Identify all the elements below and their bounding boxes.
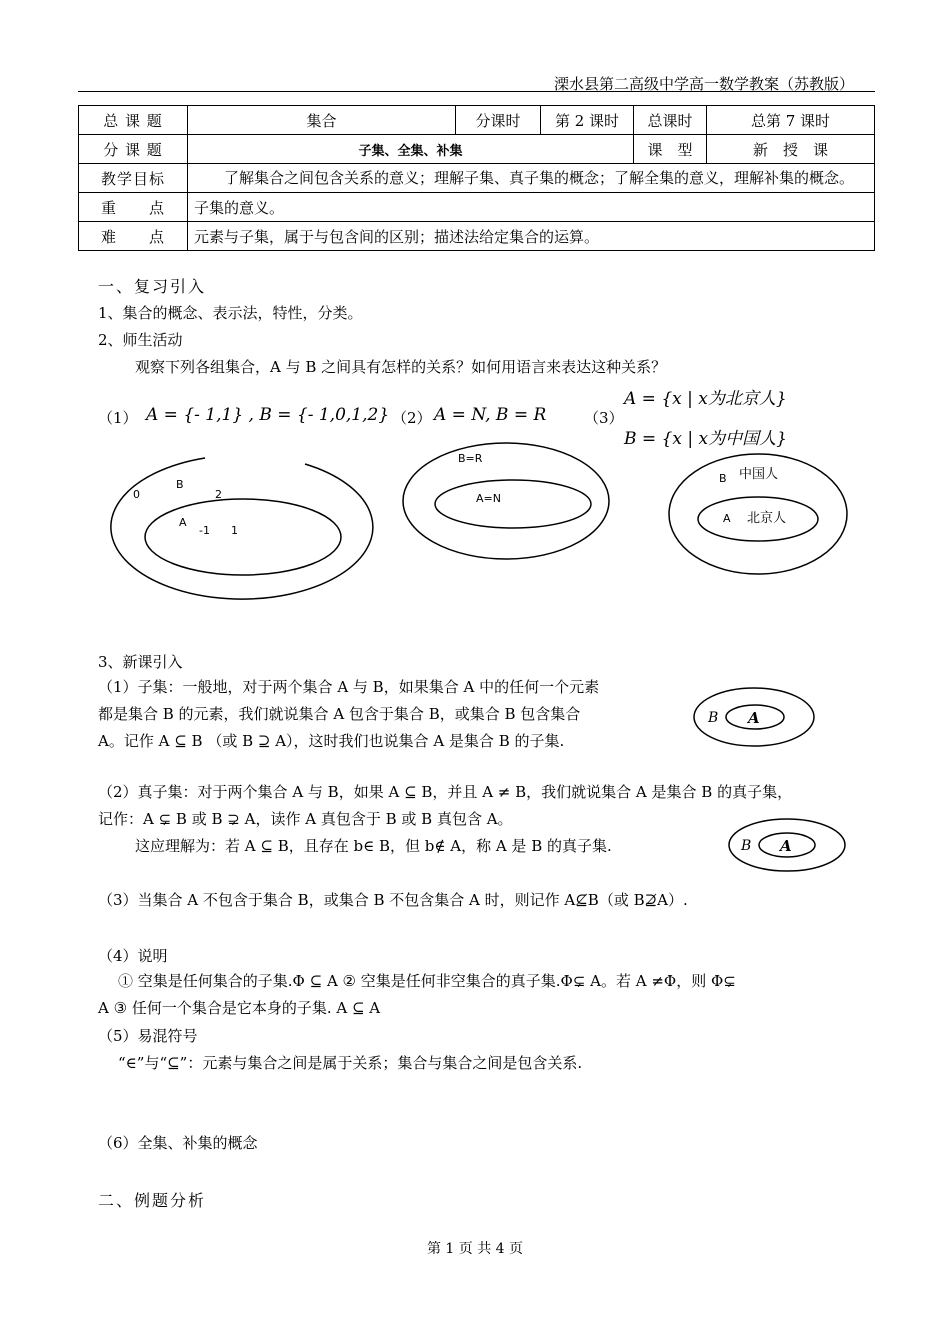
text-line: （5）易混符号	[98, 1027, 198, 1045]
cell-topic: 集合	[188, 106, 456, 135]
cell-label: 分 课 题	[79, 135, 188, 164]
set-label: B	[719, 472, 727, 485]
set-label: A	[748, 709, 760, 727]
set-name: 北京人	[747, 511, 787, 526]
example-label: （1）	[98, 409, 138, 427]
set-label: A=N	[476, 492, 501, 505]
cell-label: 重 点	[79, 193, 188, 222]
text-line: （6）全集、补集的概念	[98, 1134, 258, 1152]
element-label: -1	[199, 524, 210, 537]
example-label: （2）	[392, 409, 432, 427]
subset-def-line: A。记作 A ⊆ B （或 B ⊇ A），这时我们也说集合 A 是集合 B 的子集.	[98, 732, 565, 750]
cell-value: 总第 7 课时	[707, 106, 875, 135]
section-heading: 二、例题分析	[98, 1191, 207, 1210]
cell-label: 教学目标	[79, 164, 188, 193]
venn-diagram-3	[665, 450, 855, 580]
element-label: 1	[231, 524, 238, 537]
text-line: 观察下列各组集合，A 与 B 之间具有怎样的关系？如何用语言来表达这种关系？	[135, 358, 667, 376]
cell-label: 课 型	[634, 135, 707, 164]
set-label: A	[179, 516, 187, 529]
proper-subset-line: 记作：A ⊊ B 或 B ⊋ A，读作 A 真包含于 B 或 B 真包含 A。	[98, 810, 513, 828]
subset-def-line: （1）子集：一般地，对于两个集合 A 与 B，如果集合 A 中的任何一个元素	[98, 678, 600, 696]
set-name: 中国人	[739, 467, 779, 482]
subset-def-line: 都是集合 B 的元素，我们就说集合 A 包含于集合 B，或集合 B 包含集合	[98, 705, 581, 723]
table-row	[79, 222, 875, 251]
page-footer: 第 1 页 共 4 页	[426, 1241, 524, 1257]
lesson-info-table	[78, 105, 875, 251]
example-label: （3）	[584, 409, 624, 427]
table-row	[79, 106, 875, 135]
text-line: A ③ 任何一个集合是它本身的子集. A ⊆ A	[98, 999, 381, 1017]
table-row	[79, 164, 875, 193]
cell-subtopic: 子集、全集、补集	[188, 135, 634, 164]
cell-label: 总 课 题	[79, 106, 188, 135]
cell-goals: 了解集合之间包含关系的意义；理解子集、真子集的概念；了解全集的意义，理解补集的概念。	[188, 164, 875, 193]
text-line: “∈”与“⊆”：元素与集合之间是属于关系；集合与集合之间是包含关系.	[118, 1054, 583, 1072]
cell-value: 第 2 课时	[541, 106, 634, 135]
set-label: B	[708, 710, 719, 726]
cell-label: 难 点	[79, 222, 188, 251]
set-label: B	[741, 838, 752, 854]
example-formula: A = {x | x为北京人}	[624, 389, 787, 409]
example-formula: B = {x | x为中国人}	[624, 429, 787, 449]
table-row	[79, 193, 875, 222]
set-label: B=R	[458, 452, 483, 465]
page-header: 溧水县第二高级中学高一数学教案（苏教版）	[553, 75, 854, 93]
cell-label: 分课时	[456, 106, 541, 135]
example-formula: A = {- 1,1} , B = {- 1,0,1,2}	[146, 405, 390, 425]
section-heading: 一、复习引入	[98, 277, 207, 296]
set-label: B	[176, 478, 184, 491]
text-line: 1、集合的概念、表示法，特性，分类。	[98, 304, 363, 322]
cell-label: 总课时	[634, 106, 707, 135]
text-line: （3）当集合 A 不包含于集合 B，或集合 B 不包含集合 A 时，则记作 A⊈B（或 B⊉A）.	[98, 891, 688, 909]
proper-subset-diagram	[727, 817, 852, 875]
set-label: A	[780, 837, 792, 855]
venn-diagram-2	[400, 440, 620, 565]
example-formula: A = N, B = R	[434, 405, 547, 425]
table-row	[79, 135, 875, 164]
element-label: 2	[215, 488, 222, 501]
venn-diagram-1	[95, 452, 380, 607]
set-label: A	[723, 512, 731, 525]
proper-subset-line: （2）真子集：对于两个集合 A 与 B，如果 A ⊆ B，并且 A ≠ B，我们就说集合 A 是集合 B 的真子集，	[98, 783, 793, 801]
cell-keypoint: 子集的意义。	[188, 193, 875, 222]
subset-diagram	[692, 686, 822, 750]
proper-subset-line: 这应理解为：若 A ⊆ B，且存在 b∈ B，但 b∉ A，称 A 是 B 的真子集.	[135, 837, 612, 855]
cell-value: 新 授 课	[707, 135, 875, 164]
text-line: 3、新课引入	[98, 653, 183, 671]
text-line: ① 空集是任何集合的子集.Φ ⊆ A ② 空集是任何非空集合的真子集.Φ⊊ A。若 A ≠Φ，则 Φ⊊	[118, 972, 736, 990]
cell-difficulty: 元素与子集，属于与包含间的区别；描述法给定集合的运算。	[188, 222, 875, 251]
text-line: 2、师生活动	[98, 331, 183, 349]
text-line: （4）说明	[98, 947, 168, 965]
header-rule	[78, 91, 875, 92]
element-label: 0	[133, 488, 140, 501]
